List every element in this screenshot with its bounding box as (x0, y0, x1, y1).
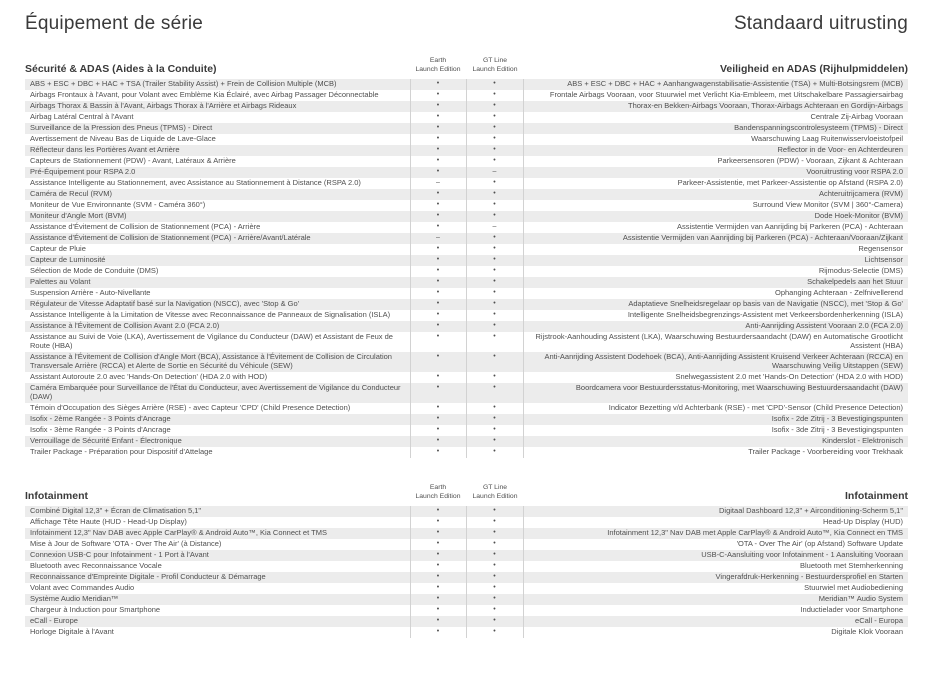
earth-availability-mark: • (410, 244, 467, 255)
feature-label-fr: Capteur de Luminosité (30, 255, 106, 265)
feature-label-fr: Horloge Digitale à l'Avant (30, 627, 114, 637)
earth-availability-mark: • (410, 145, 467, 156)
gtline-availability-mark: • (467, 332, 524, 352)
feature-label-fr: Infotainment 12,3" Nav DAB avec Apple CarPlay® & Android Auto™, Kia Connect et TMS (30, 527, 327, 537)
earth-availability-mark: • (410, 112, 467, 123)
earth-availability-mark: • (410, 288, 467, 299)
equipment-section (25, 57, 908, 458)
feature-label-nl: Centrale Zij-Airbag Vooraan (810, 111, 903, 121)
feature-label-nl: Isofix - 2de Zitrij - 3 Bevestigingspunten (771, 414, 903, 424)
feature-label-fr: Assistance d'Évitement de Collision de Stationnement (PCA) - Arrière/Avant/Latérale (30, 233, 311, 243)
feature-row (25, 321, 908, 332)
feature-label-fr: Témoin d'Occupation des Sièges Arrière (RSE) - avec Capteur 'CPD' (Child Presence Detection) (30, 403, 351, 413)
feature-label-fr: Chargeur à Induction pour Smartphone (30, 605, 161, 615)
feature-label-fr: Affichage Tête Haute (HUD - Head-Up Display) (30, 516, 187, 526)
gtline-availability-mark: • (467, 189, 524, 200)
feature-table (25, 506, 908, 638)
earth-availability-mark: • (410, 101, 467, 112)
earth-availability-mark: – (410, 178, 467, 189)
feature-label-fr: Isofix - 3ème Rangée - 3 Points d'Ancrage (30, 425, 171, 435)
earth-availability-mark: • (410, 266, 467, 277)
feature-label-nl: Stuurwiel met Audiobediening (804, 583, 903, 593)
gtline-availability-mark: • (467, 447, 524, 458)
feature-row (25, 332, 908, 352)
feature-label-nl: Parkeer-Assistentie, met Parkeer-Assistentie op Afstand (RSPA 2.0) (677, 177, 903, 187)
gtline-availability-mark: • (467, 244, 524, 255)
gtline-availability-mark: • (467, 288, 524, 299)
gtline-availability-mark: • (467, 561, 524, 572)
feature-label-fr: Connexion USB-C pour Infotainment - 1 Port à l'Avant (30, 549, 209, 559)
earth-availability-mark: • (410, 372, 467, 383)
feature-row (25, 616, 908, 627)
gtline-availability-mark: • (467, 156, 524, 167)
feature-row (25, 561, 908, 572)
feature-row (25, 189, 908, 200)
section-header (25, 484, 908, 506)
gtline-availability-mark: • (467, 266, 524, 277)
gtline-availability-mark: • (467, 550, 524, 561)
feature-row (25, 539, 908, 550)
gtline-availability-mark: • (467, 277, 524, 288)
feature-label-nl: Vooruitrusting voor RSPA 2.0 (806, 166, 903, 176)
feature-label-fr: Caméra Embarquée pour Surveillance de l'État du Conducteur, avec Avertissement de Vigilance du Conducteur (DAW) (30, 383, 401, 401)
gtline-availability-mark: • (467, 528, 524, 539)
earth-availability-mark: • (410, 436, 467, 447)
feature-label-fr: Bluetooth avec Reconnaissance Vocale (30, 561, 162, 570)
feature-row (25, 178, 908, 189)
feature-label-nl: Waarschuwing Laag Ruitenwisservloeistofpeil (751, 133, 903, 143)
gtline-availability-mark: • (467, 123, 524, 134)
gtline-availability-mark: • (467, 383, 524, 403)
feature-row (25, 134, 908, 145)
gtline-availability-mark: • (467, 299, 524, 310)
feature-label-fr: Assistance Intelligente au Stationnement, avec Assistance au Stationnement à Distance (RSPA 2.0) (30, 177, 361, 187)
feature-label-nl: Regensensor (858, 244, 903, 254)
feature-label-fr: Caméra de Recul (RVM) (30, 188, 112, 198)
feature-label-fr: Reconnaissance d'Empreinte Digitale - Profil Conducteur & Démarrage (30, 572, 266, 582)
gtline-availability-mark: • (467, 436, 524, 447)
feature-row (25, 145, 908, 156)
feature-row (25, 123, 908, 134)
feature-label-nl: Head-Up Display (HUD) (822, 516, 903, 526)
earth-availability-mark: • (410, 425, 467, 436)
feature-row (25, 112, 908, 123)
earth-availability-mark: • (410, 222, 467, 233)
feature-label-fr: Assistance Intelligente à la Limitation de Vitesse avec Reconnaissance de Panneaux de Signalisation (ISLA) (30, 310, 391, 320)
earth-availability-mark: • (410, 200, 467, 211)
feature-row (25, 572, 908, 583)
section-header (25, 57, 908, 79)
earth-availability-mark: • (410, 90, 467, 101)
gtline-availability-mark: • (467, 627, 524, 638)
feature-label-nl: Parkeersensoren (PDW) - Vooraan, Zijkant & Achteraan (717, 155, 903, 165)
column-header-earth-launch-edition: Earth Launch Edition (415, 484, 461, 501)
column-header-gtline-launch-edition: GT Line Launch Edition (472, 484, 518, 501)
page-title-nl: Standaard uitrusting (733, 13, 908, 34)
feature-row (25, 605, 908, 616)
feature-label-fr: Système Audio Meridian™ (30, 594, 119, 604)
feature-row (25, 372, 908, 383)
feature-label-nl: Rijstrook-Aanhouding Assistent (LKA), Waarschuwing Bestuurdersaandacht (DAW) en Automatische Grootlicht Assistent (HBA) (535, 332, 903, 351)
feature-label-fr: Régulateur de Vitesse Adaptatif basé sur la Navigation (NSCC), avec 'Stop & Go' (30, 299, 300, 309)
feature-row (25, 352, 908, 372)
gtline-availability-mark: • (467, 90, 524, 101)
column-header-gtline-launch-edition: GT Line Launch Edition (472, 57, 518, 73)
page-title-fr: Équipement de série (25, 13, 204, 34)
sections-container (25, 57, 908, 638)
feature-label-nl: Digitaal Dashboard 12,3" + Airconditioning-Scherm 5,1" (719, 505, 903, 515)
feature-row (25, 156, 908, 167)
earth-availability-mark: – (410, 233, 467, 244)
earth-availability-mark: • (410, 299, 467, 310)
feature-label-fr: Assistance à l'Évitement de Collision d'Angle Mort (BCA), Assistance à l'Évitement de Collision de Circulation Transversale Arrière (RCCA) et Alerte de Sortie en Sécurité du Véhicule (SEW) (30, 352, 392, 371)
equipment-section (25, 484, 908, 638)
section-title-nl: Infotainment (845, 489, 908, 502)
feature-label-fr: Airbag Latéral Central à l'Avant (30, 111, 134, 121)
feature-label-nl: Digitale Klok Vooraan (831, 627, 903, 637)
feature-label-fr: eCall - Europe (30, 616, 78, 626)
feature-label-nl: 'OTA - Over The Air' (op Afstand) Software Update (736, 538, 903, 548)
feature-row (25, 288, 908, 299)
feature-label-nl: eCall - Europa (855, 616, 903, 626)
feature-row (25, 101, 908, 112)
earth-availability-mark: • (410, 517, 467, 528)
feature-row (25, 79, 908, 90)
earth-availability-mark: • (410, 447, 467, 458)
gtline-availability-mark: • (467, 539, 524, 550)
feature-label-fr: ABS + ESC + DBC + HAC + TSA (Trailer Stability Assist) + Frein de Collision Multiple (MCB) (30, 78, 337, 88)
gtline-availability-mark: • (467, 594, 524, 605)
gtline-availability-mark: • (467, 572, 524, 583)
earth-availability-mark: • (410, 403, 467, 414)
feature-row (25, 436, 908, 447)
earth-availability-mark: • (410, 332, 467, 352)
earth-availability-mark: • (410, 583, 467, 594)
feature-row (25, 447, 908, 458)
gtline-availability-mark: • (467, 134, 524, 145)
feature-label-nl: Reflector in de Voor- en Achterdeuren (777, 144, 903, 154)
feature-label-fr: Assistance au Suivi de Voie (LKA), Avertissement de Vigilance du Conducteur (DAW) et Assistant de Feux de Route (HBA) (30, 332, 393, 351)
earth-availability-mark: • (410, 572, 467, 583)
earth-availability-mark: • (410, 277, 467, 288)
feature-label-nl: Dode Hoek-Monitor (BVM) (814, 211, 903, 221)
feature-label-nl: Lichtsensor (864, 255, 903, 265)
gtline-availability-mark: • (467, 200, 524, 211)
earth-availability-mark: • (410, 561, 467, 572)
feature-label-fr: Assistance d'Évitement de Collision de Stationnement (PCA) - Arrière (30, 222, 261, 232)
earth-availability-mark: • (410, 414, 467, 425)
feature-label-fr: Combiné Digital 12,3" + Écran de Climatisation 5,1" (30, 505, 202, 515)
gtline-availability-mark: – (467, 222, 524, 233)
feature-label-nl: Meridian™ Audio System (818, 594, 903, 604)
feature-label-nl: ABS + ESC + DBC + HAC + Aanhangwagenstabilisatie-Assistentie (TSA) + Multi-Botsingsrem (MCB) (567, 78, 903, 88)
earth-availability-mark: • (410, 352, 467, 372)
feature-label-nl: Bandenspanningscontrolesysteem (TPMS) - Direct (734, 122, 903, 132)
earth-availability-mark: • (410, 539, 467, 550)
feature-label-fr: Capteur de Pluie (30, 244, 86, 254)
feature-label-fr: Moniteur de Vue Environnante (SVM - Caméra 360°) (30, 200, 206, 209)
gtline-availability-mark: • (467, 616, 524, 627)
earth-availability-mark: • (410, 255, 467, 266)
earth-availability-mark: • (410, 550, 467, 561)
gtline-availability-mark: • (467, 403, 524, 414)
feature-label-nl: Ophanging Achteraan - Zelfnivellerend (775, 288, 903, 298)
feature-label-nl: Infotainment 12,3" Nav DAB met Apple CarPlay® & Android Auto™, Kia Connect en TMS (607, 527, 903, 537)
gtline-availability-mark: • (467, 145, 524, 156)
gtline-availability-mark: • (467, 425, 524, 436)
feature-row (25, 200, 908, 211)
feature-label-nl: Bluetooth met Stemherkenning (800, 561, 903, 570)
feature-label-fr: Volant avec Commandes Audio (30, 583, 135, 593)
feature-label-nl: Indicator Bezetting v/d Achterbank (RSE) - met 'CPD'-Sensor (Child Presence Detection) (608, 403, 903, 413)
feature-label-nl: Isofix - 3de Zitrij - 3 Bevestigingspunten (771, 425, 903, 435)
earth-availability-mark: • (410, 211, 467, 222)
gtline-availability-mark: • (467, 352, 524, 372)
feature-label-nl: Boordcamera voor Bestuurdersstatus-Monitoring, met Waarschuwing Bestuurdersaandacht (DAW) (575, 383, 903, 393)
feature-label-nl: Assistentie Vermijden van Aanrijding bij Parkeren (PCA) - Achteraan (677, 222, 903, 232)
feature-row (25, 233, 908, 244)
feature-label-nl: Inductielader voor Smartphone (800, 605, 903, 615)
feature-label-nl: Rijmodus-Selectie (DMS) (818, 266, 903, 276)
feature-label-fr: Avertissement de Niveau Bas de Liquide de Lave-Glace (30, 133, 216, 143)
feature-label-fr: Palettes au Volant (30, 277, 91, 287)
earth-availability-mark: • (410, 605, 467, 616)
earth-availability-mark: • (410, 79, 467, 90)
section-title-fr: Infotainment (25, 489, 88, 502)
gtline-availability-mark: • (467, 583, 524, 594)
feature-row (25, 255, 908, 266)
feature-label-nl: Surround View Monitor (SVM | 360°-Camera) (752, 200, 903, 209)
feature-label-fr: Réflecteur dans les Portières Avant et Arrière (30, 144, 180, 154)
feature-row (25, 90, 908, 101)
feature-label-nl: Snelwegassistent 2.0 met 'Hands-On Detection' (HDA 2.0 with HOD) (675, 372, 903, 382)
earth-availability-mark: • (410, 528, 467, 539)
gtline-availability-mark: • (467, 372, 524, 383)
feature-label-nl: Kinderslot - Elektronisch (822, 436, 903, 446)
feature-label-fr: Moniteur d'Angle Mort (BVM) (30, 211, 127, 221)
gtline-availability-mark: • (467, 211, 524, 222)
gtline-availability-mark: • (467, 506, 524, 517)
feature-row (25, 167, 908, 178)
feature-table (25, 79, 908, 459)
earth-availability-mark: • (410, 123, 467, 134)
gtline-availability-mark: • (467, 517, 524, 528)
feature-label-fr: Sélection de Mode de Conduite (DMS) (30, 266, 159, 276)
feature-label-fr: Isofix - 2ème Rangée - 3 Points d'Ancrage (30, 414, 171, 424)
feature-row (25, 594, 908, 605)
feature-row (25, 517, 908, 528)
earth-availability-mark: • (410, 310, 467, 321)
feature-row (25, 244, 908, 255)
earth-availability-mark: • (410, 189, 467, 200)
feature-row (25, 425, 908, 436)
section-title-nl: Veiligheid en ADAS (Rijhulpmiddelen) (719, 62, 908, 75)
feature-label-fr: Assistant Autoroute 2.0 avec 'Hands-On Detection' (HDA 2.0 with HOD) (30, 372, 268, 382)
earth-availability-mark: • (410, 321, 467, 332)
feature-label-fr: Assistance à l'Évitement de Collision Avant 2.0 (FCA 2.0) (30, 321, 220, 331)
feature-label-fr: Airbags Thorax & Bassin à l'Avant, Airbags Thorax à l'Arrière et Airbags Rideaux (30, 100, 297, 110)
feature-row (25, 550, 908, 561)
feature-label-nl: Adaptatieve Snelheidsregelaar op basis van de Navigatie (NSCC), met 'Stop & Go' (628, 299, 903, 309)
feature-row (25, 222, 908, 233)
feature-label-fr: Verrouillage de Sécurité Enfant - Électronique (30, 436, 182, 446)
feature-label-fr: Surveillance de la Pression des Pneus (TPMS) - Direct (30, 122, 213, 132)
feature-row (25, 528, 908, 539)
gtline-availability-mark: • (467, 255, 524, 266)
section-title-fr: Sécurité & ADAS (Aides à la Conduite) (25, 62, 217, 75)
gtline-availability-mark: • (467, 178, 524, 189)
feature-label-fr: Mise à Jour de Software 'OTA - Over The Air' (à Distance) (30, 538, 222, 548)
feature-label-fr: Suspension Arrière - Auto-Nivellante (30, 288, 151, 298)
feature-row (25, 383, 908, 403)
earth-availability-mark: • (410, 616, 467, 627)
feature-row (25, 299, 908, 310)
feature-label-nl: Assistentie Vermijden van Aanrijding bij Parkeren (PCA) - Achteraan/Vooraan/Zijkant (622, 233, 903, 243)
feature-row (25, 211, 908, 222)
feature-label-nl: Schakelpedels aan het Stuur (807, 277, 903, 287)
feature-row (25, 627, 908, 638)
earth-availability-mark: • (410, 156, 467, 167)
feature-row (25, 506, 908, 517)
feature-row (25, 403, 908, 414)
feature-label-fr: Trailer Package - Préparation pour Dispositif d'Attelage (30, 447, 213, 457)
feature-label-nl: USB-C-Aansluiting voor Infotainment - 1 Aansluiting Vooraan (701, 549, 903, 559)
earth-availability-mark: • (410, 627, 467, 638)
feature-label-nl: Anti-Aanrijding Assistent Vooraan 2.0 (FCA 2.0) (745, 321, 903, 331)
gtline-availability-mark: • (467, 310, 524, 321)
gtline-availability-mark: • (467, 414, 524, 425)
earth-availability-mark: • (410, 167, 467, 178)
feature-label-nl: Thorax-en Bekken-Airbags Vooraan, Thorax-Airbags Achteraan en Gordijn-Airbags (627, 100, 903, 110)
gtline-availability-mark: • (467, 233, 524, 244)
feature-label-fr: Airbags Frontaux à l'Avant, pour Volant avec Emblème Kia Éclairé, avec Airbag Passager Déconnectable (30, 89, 379, 99)
gtline-availability-mark: – (467, 167, 524, 178)
earth-availability-mark: • (410, 506, 467, 517)
gtline-availability-mark: • (467, 321, 524, 332)
feature-label-nl: Achteruitrijcamera (RVM) (818, 188, 903, 198)
feature-row (25, 310, 908, 321)
gtline-availability-mark: • (467, 112, 524, 123)
earth-availability-mark: • (410, 594, 467, 605)
feature-label-nl: Frontale Airbags Vooraan, voor Stuurwiel met Verlicht Kia-Embleem, met Uitschakelbare Passagiersairbag (549, 89, 903, 99)
feature-label-nl: Anti-Aanrijding Assistent Dodehoek (BCA), Anti-Aanrijding Assistent Kruisend Verkeer Achteraan (RCCA) en Waarschuwing Veilig Uitstappen (SEW) (544, 352, 903, 371)
gtline-availability-mark: • (467, 79, 524, 90)
feature-row (25, 414, 908, 425)
earth-availability-mark: • (410, 134, 467, 145)
feature-row (25, 583, 908, 594)
feature-label-nl: Vingerafdruk-Herkenning - Bestuurdersprofiel en Starten (715, 572, 903, 582)
feature-label-fr: Pré-Équipement pour RSPA 2.0 (30, 166, 136, 176)
feature-row (25, 277, 908, 288)
gtline-availability-mark: • (467, 605, 524, 616)
feature-row (25, 266, 908, 277)
column-header-earth-launch-edition: Earth Launch Edition (415, 57, 461, 73)
feature-label-nl: Trailer Package - Voorbereiding voor Trekhaak (748, 447, 903, 457)
feature-label-nl: Intelligente Snelheidsbegrenzings-Assistent met Verkeersbordenherkenning (ISLA) (627, 310, 903, 320)
gtline-availability-mark: • (467, 101, 524, 112)
page-header (25, 13, 908, 35)
earth-availability-mark: • (410, 383, 467, 403)
feature-label-fr: Capteurs de Stationnement (PDW) - Avant, Latéraux & Arrière (30, 155, 236, 165)
